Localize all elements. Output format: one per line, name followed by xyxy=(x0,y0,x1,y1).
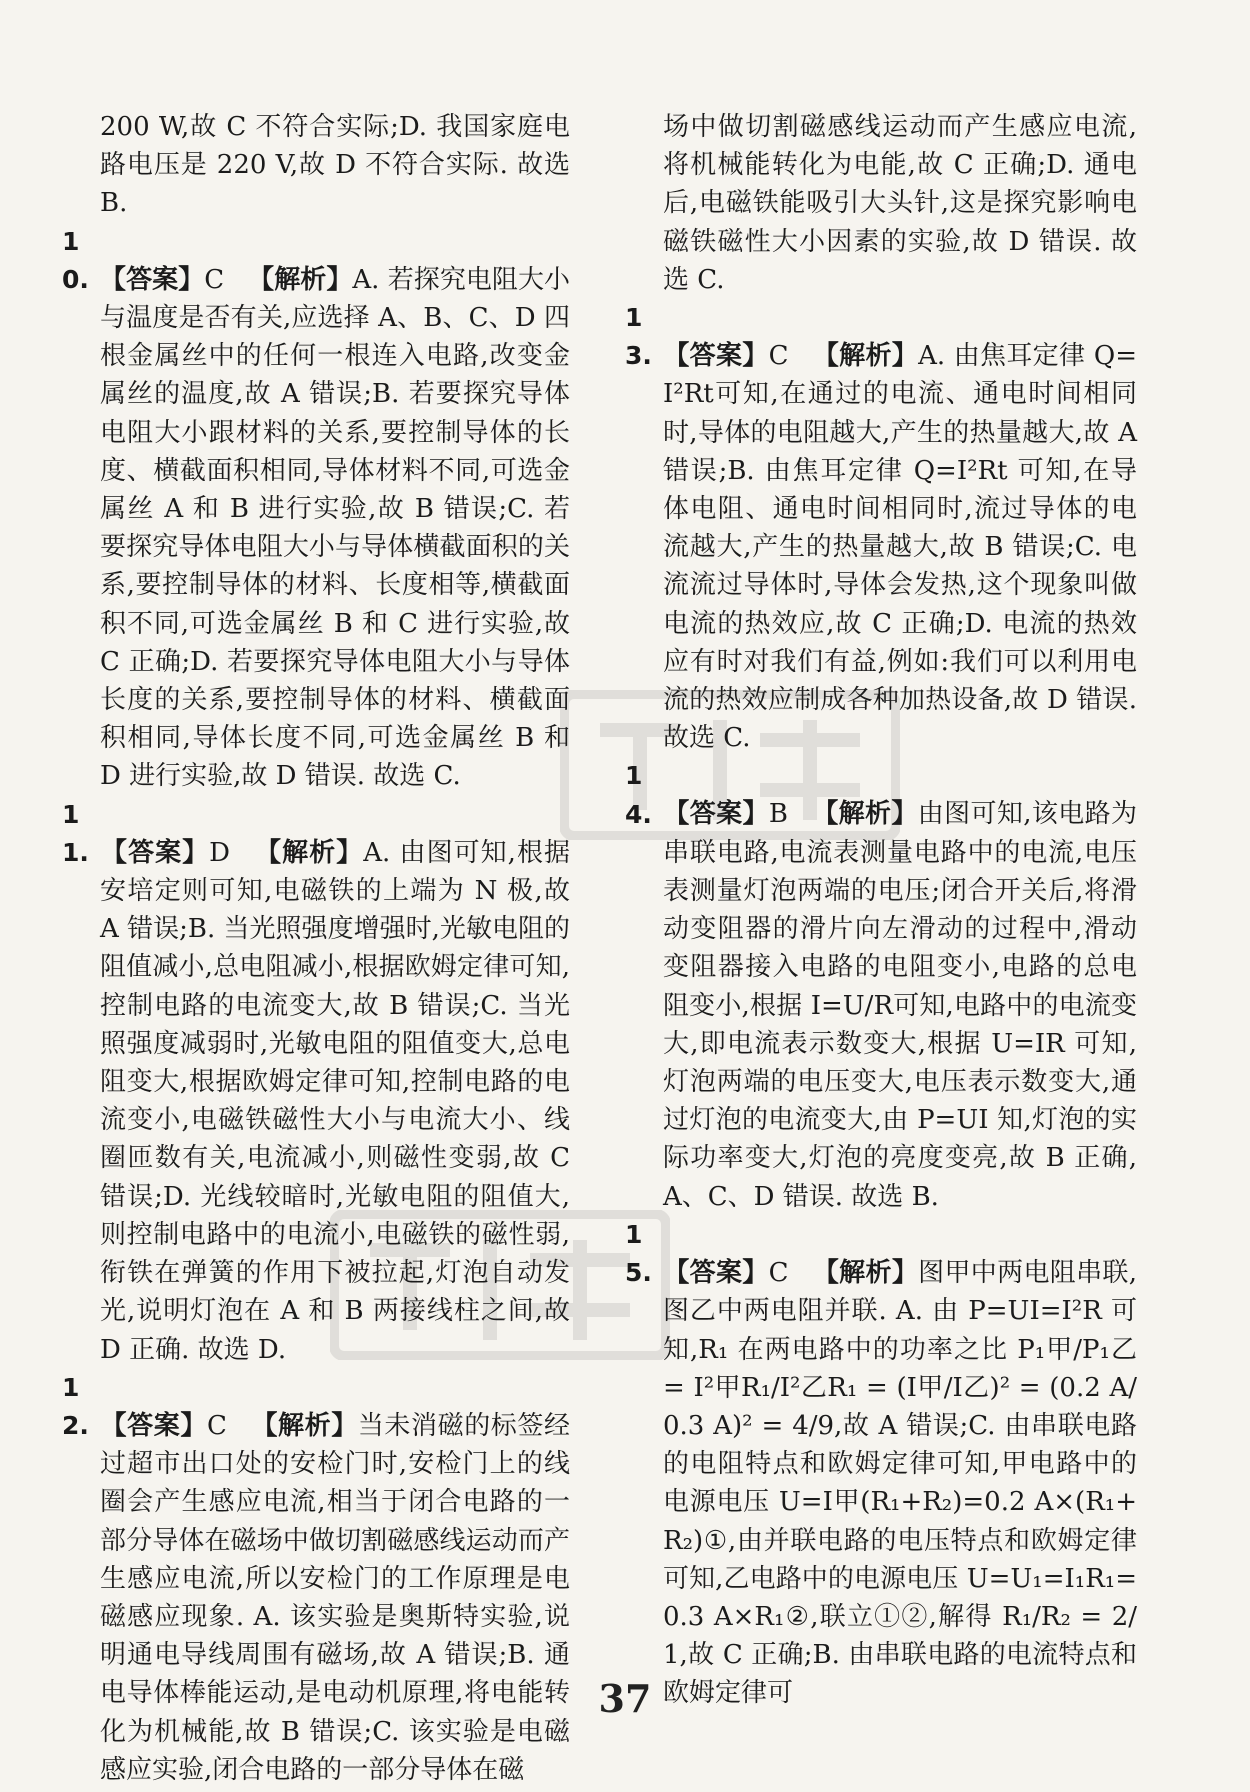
analysis-text: A. 若探究电阻大小与温度是否有关,应选择 A、B、C、D 四根金属丝中的任何一根连入电路,改变金属丝的温度,故 A 错误;B. 若要探究导体电阻大小跟材料的关系,要控制导体的长度、横截面积相同,导体材料不同,可选金属丝 A 和 B 进行实验,故 B 错误;C. 若要探究导体电阻大小与导体横截面积的关系,要控制导体的材料、长度相等,横截面积不同,可选金属丝 B 和 C 进行实验,故 C 正确;D. 若要探究导体电阻大小与导体长度的关系,要控制导体的材料、横截面积相同,导体长度不同,可选金属丝 B 和 D 进行实验,故 D 错误. 故选 C. xyxy=(100,264,570,792)
analysis-tag: 【解析】 xyxy=(254,837,364,868)
answer-tag: 【答案】 xyxy=(100,837,210,868)
answer-value: C xyxy=(204,264,225,295)
answer-tag: 【答案】 xyxy=(663,799,769,830)
question-number: 13. xyxy=(625,303,652,371)
continuation-text: 200 W,故 C 不符合实际;D. 我国家庭电路电压是 220 V,故 D 不符合实际. 故选 B. xyxy=(100,112,570,219)
analysis-tag: 【解析】 xyxy=(812,1258,919,1289)
analysis-text: A. 由图可知,根据安培定则可知,电磁铁的上端为 N 极,故 A 错误;B. 当光照强度增强时,光敏电阻的阻值减小,总电阻减小,根据欧姆定律可知,控制电路的电流变大,故 B 错误;C. 当光照强度减弱时,光敏电阻的阻值变大,总电阻变大,根据欧姆定律可知,控制电路的电流变小,电磁铁磁性大小与电流大小、线圈匝数有关,电流减小,则磁性变弱,故 C 错误;D. 光线较暗时,光敏电阻的阻值大,则控制电路中的电流小,电磁铁的磁性弱,衔铁在弹簧的作用下被拉起,灯泡自动发光,说明灯泡在 A 和 B 两接线柱之间,故 D 正确. 故选 D. xyxy=(100,837,570,1365)
answer-tag: 【答案】 xyxy=(663,341,769,372)
answer-value: D xyxy=(209,837,231,868)
answer-value: C xyxy=(206,1410,227,1441)
question-number: 12. xyxy=(62,1372,89,1440)
question-12 xyxy=(62,1369,570,1789)
question-13 xyxy=(625,299,1137,757)
question-number: 15. xyxy=(625,1219,652,1288)
analysis-tag: 【解析】 xyxy=(812,341,919,372)
page-number: 37 xyxy=(598,1676,652,1721)
question-number: 10. xyxy=(62,226,89,294)
analysis-text: A. 由焦耳定律 Q=I²Rt可知,在通过的电流、通电时间相同时,导体的电阻越大,产生的热量越大,故 A 错误;B. 由焦耳定律 Q=I²Rt 可知,在导体电阻、通电时间相同时,流过导体的电流越大,产生的热量越大,故 B 错误;C. 电流流过导体时,导体会发热,这个现象叫做电流的热效应,故 C 正确;D. 电流的热效应有时对我们有益,例如:我们可以利用电流的热效应制成各种加热设备,故 D 错误. 故选 C. xyxy=(663,341,1137,754)
question-15 xyxy=(625,1216,1137,1713)
answer-value: C xyxy=(768,1258,789,1289)
question-14 xyxy=(625,757,1137,1215)
analysis-tag: 【解析】 xyxy=(250,1410,358,1441)
analysis-text: 当未消磁的标签经过超市出口处的安检门时,安检门上的线圈会产生感应电流,相当于闭合电路的一部分导体在磁场中做切割磁感线运动而产生感应电流,所以安检门的工作原理是电磁感应现象. A. 该实验是奥斯特实验,说明通电导线周围有磁场,故 A 错误;B. 通电导体棒能运动,是电动机原理,将电能转化为机械能,故 B 错误;C. 该实验是电磁感应实验,闭合电路的一部分导体在磁 xyxy=(100,1410,570,1785)
analysis-tag: 【解析】 xyxy=(248,264,353,295)
answer-value: B xyxy=(768,799,788,830)
question-10 xyxy=(62,223,570,796)
left-column xyxy=(62,108,570,1789)
analysis-text: 由图可知,该电路为串联电路,电流表测量电路中的电流,电压表测量灯泡两端的电压;闭合开关后,将滑动变阻器的滑片向左滑动的过程中,滑动变阻器接入电路的电阻变小,电路的总电阻变小,根据 I=U/R可知,电路中的电流变大,即电流表示数变大,根据 U=IR 可知,灯泡两端的电压变大,电压表示数变大,通过灯泡的电流变大,由 P=UI 知,灯泡的实际功率变大,灯泡的亮度变亮,故 B 正确,A、C、D 错误. 故选 B. xyxy=(663,799,1137,1212)
continuation-text: 场中做切割磁感线运动而产生感应电流,将机械能转化为电能,故 C 正确;D. 通电后,电磁铁能吸引大头针,这是探究影响电磁铁磁性大小因素的实验,故 D 错误. 故选 C. xyxy=(663,112,1137,295)
question-number: 14. xyxy=(625,761,652,829)
question-11 xyxy=(62,796,570,1369)
analysis-text: 图甲中两电阻串联,图乙中两电阻并联. A. 由 P=UI=I²R 可知,R₁ 在两电路中的功率之比 P₁甲/P₁乙 = I²甲R₁/I²乙R₁ = (I甲/I乙)² = (0.2 A/0.3 A)² = 4/9,故 A 错误;C. 由串联电路的电阻特点和欧姆定律可知,甲电路中的电源电压 U=I甲(R₁+R₂)=0.2 A×(R₁+R₂)①,由并联电路的电压特点和欧姆定律可知,乙电路中的电源电压 U=U₁=I₁R₁=0.3 A×R₁②,联立①②,解得 R₁/R₂ = 2/1,故 C 正确;B. 由串联电路的电流特点和欧姆定律可 xyxy=(663,1258,1137,1709)
answer-tag: 【答案】 xyxy=(100,264,205,295)
answer-tag: 【答案】 xyxy=(100,1410,207,1441)
analysis-tag: 【解析】 xyxy=(811,799,918,830)
answer-tag: 【答案】 xyxy=(663,1258,769,1289)
answer-value: C xyxy=(768,341,789,372)
question-number: 11. xyxy=(62,799,89,867)
right-column xyxy=(625,108,1137,1713)
